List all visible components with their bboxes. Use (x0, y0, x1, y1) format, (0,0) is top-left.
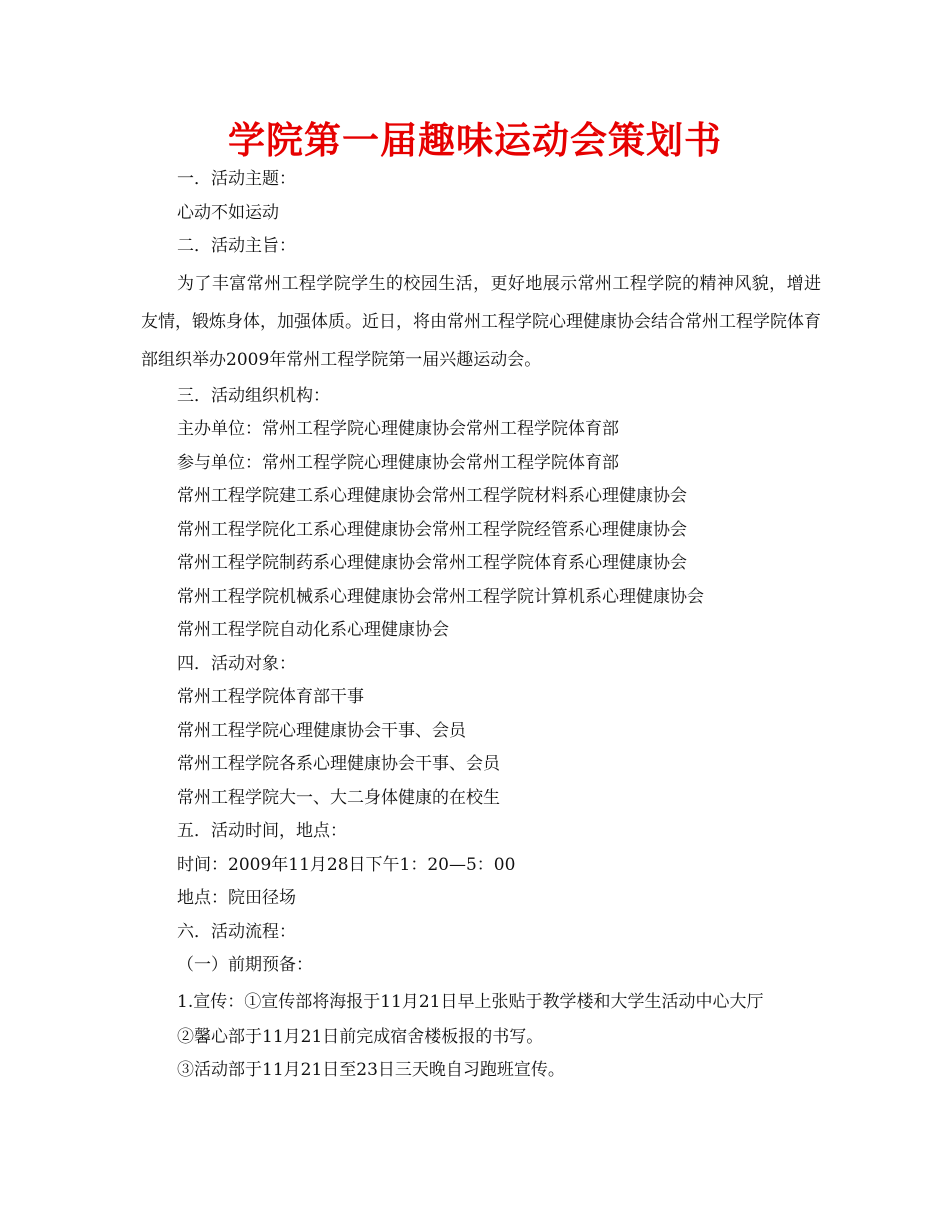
publicity-item: ②馨心部于11月21日前完成宿舍楼板报的书写。 (177, 1026, 544, 1047)
participant-list-item: 常州工程学院自动化系心理健康协会 (177, 620, 449, 640)
participant-list-item: 常州工程学院制药系心理健康协会常州工程学院体育系心理健康协会 (177, 553, 687, 573)
participant-list-item: 常州工程学院机械系心理健康协会常州工程学院计算机系心理健康协会 (177, 586, 704, 607)
theme-text: 心动不如运动 (177, 202, 279, 223)
section-heading-audience: 四．活动对象： (177, 653, 296, 674)
audience-list-item: 常州工程学院体育部干事 (177, 687, 364, 707)
section-heading-time-place: 五．活动时间，地点： (177, 821, 347, 841)
document-body (141, 163, 821, 1088)
document-title: 学院第一届趣味运动会策划书 (228, 119, 722, 162)
audience-list-item: 常州工程学院各系心理健康协会干事、会员 (177, 754, 500, 774)
section-heading-process: 六．活动流程： (177, 921, 296, 942)
participant-line: 参与单位：常州工程学院心理健康协会常州工程学院体育部 (177, 452, 619, 473)
subsection-heading-preparation: （一）前期预备： (177, 955, 313, 975)
section-heading-organization: 三．活动组织机构： (177, 385, 330, 406)
audience-list-item: 常州工程学院心理健康协会干事、会员 (177, 720, 466, 741)
publicity-item: ③活动部于11月21日至23日三天晚自习跑班宣传。 (177, 1060, 565, 1080)
audience-list-item: 常州工程学院大一、大二身体健康的在校生 (177, 787, 500, 808)
place-line: 地点：院田径场 (177, 888, 296, 908)
publicity-paragraph: 1.宣传：①宣传部将海报于11月21日早上张贴于教学楼和大学生活动中心大厅 (177, 991, 764, 1012)
time-line: 时间：2009年11月28日下午1：20—5：00 (177, 854, 516, 875)
purpose-paragraph: 为了丰富常州工程学院学生的校园生活，更好地展示常州工程学院的精神风貌，增进友情，锻炼身体，加强体质。近日，将由常州工程学院心理健康协会结合常州工程学院体育部组织举办2009年常州工程学院第一届兴趣运动会。 (141, 273, 821, 370)
section-heading-theme: 一．活动主题： (177, 169, 296, 189)
participant-list-item: 常州工程学院建工系心理健康协会常州工程学院材料系心理健康协会 (177, 486, 687, 506)
section-heading-purpose: 二．活动主旨： (177, 236, 296, 256)
participant-list-item: 常州工程学院化工系心理健康协会常州工程学院经管系心理健康协会 (177, 519, 687, 540)
organizer-line: 主办单位：常州工程学院心理健康协会常州工程学院体育部 (177, 419, 619, 439)
